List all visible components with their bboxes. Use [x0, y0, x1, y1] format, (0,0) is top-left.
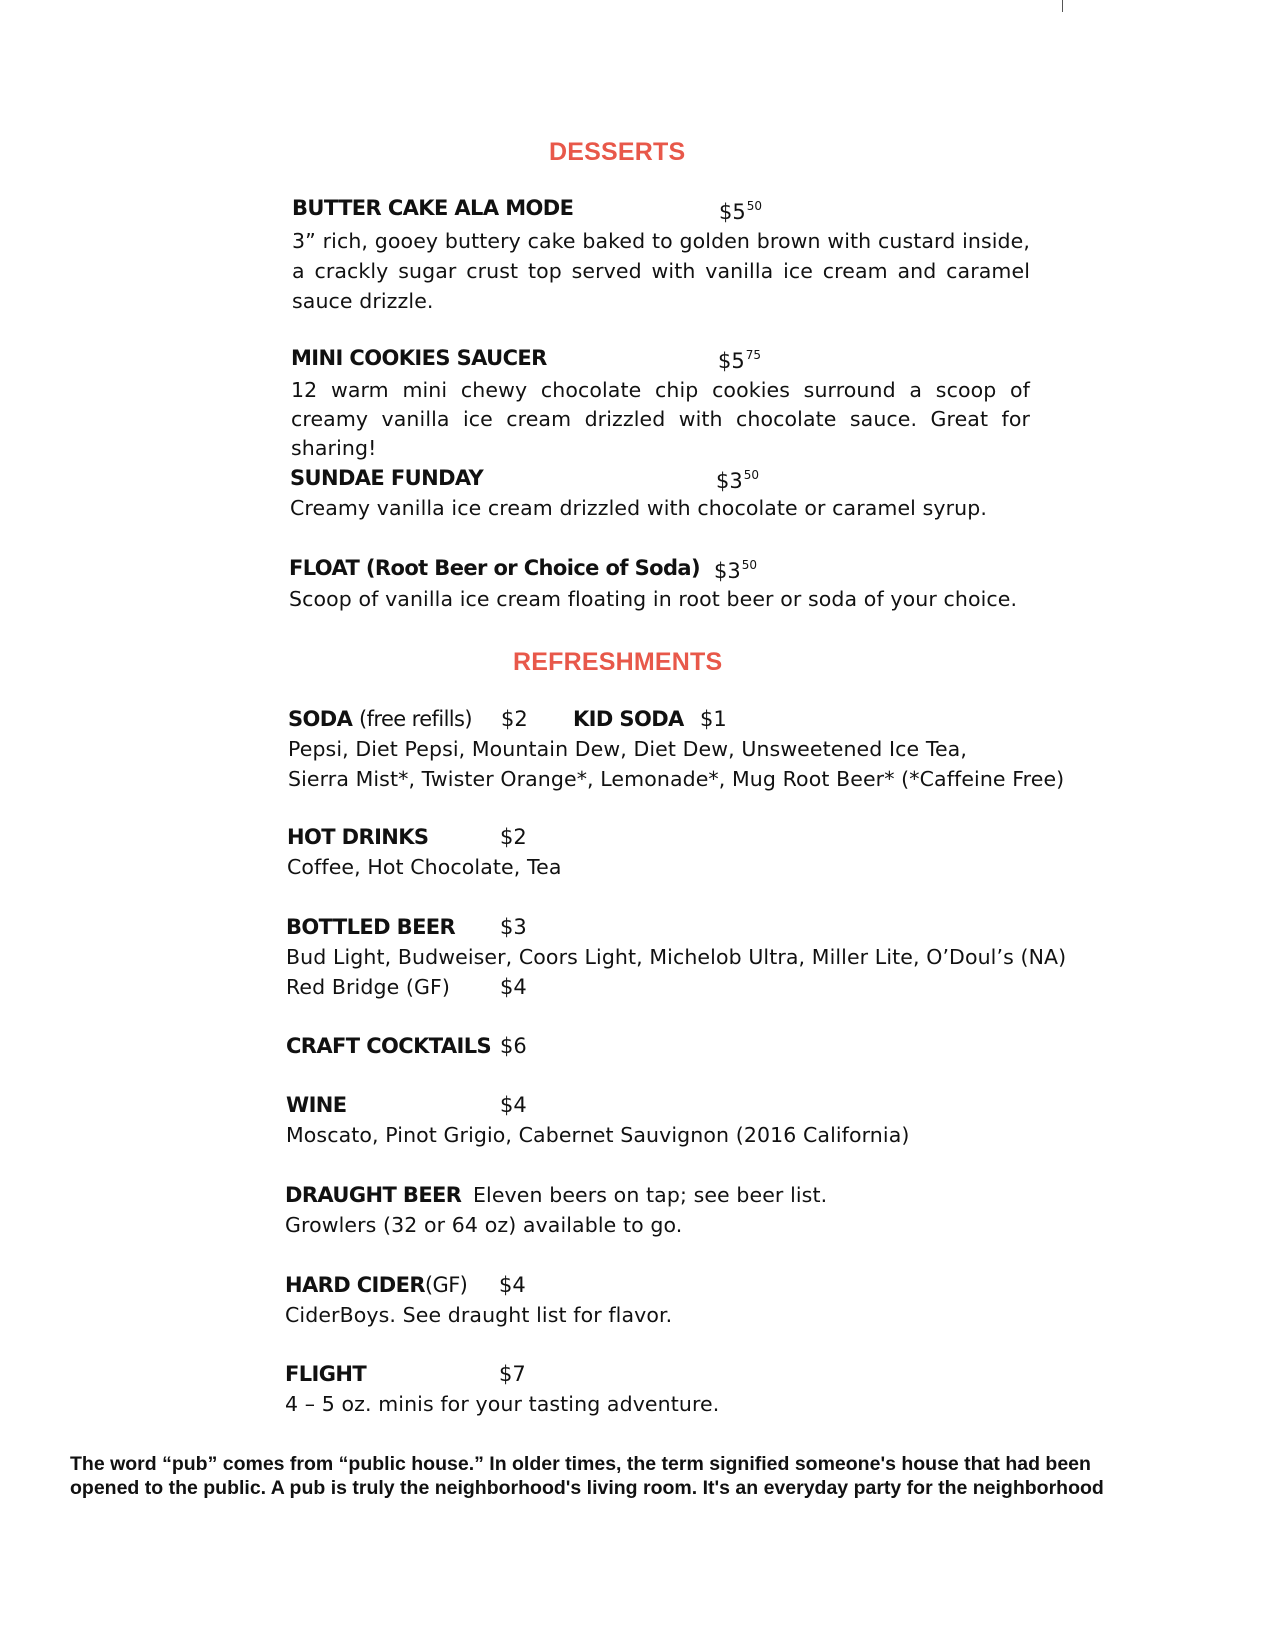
dessert-item-description: 3” rich, gooey buttery cake baked to golden brown with custard inside, a crackly sugar crust top served with vanilla ice cream and caramel sauce drizzle. — [292, 229, 1030, 313]
flight-price: $7 — [499, 1362, 526, 1386]
draught-beer-description: Growlers (32 or 64 oz) available to go. — [285, 1213, 683, 1237]
red-bridge-name: Red Bridge (GF) — [286, 975, 450, 999]
bottled-beer-description: Bud Light, Budweiser, Coors Light, Michelob Ultra, Miller Lite, O’Doul’s (NA) — [286, 945, 1067, 969]
scan-mark — [1062, 0, 1063, 12]
footer-note: The word “pub” comes from “public house.” In older times, the term signified someone's house that had been opened to the public. A pub is truly the neighborhood's living room. It's an everyday party for the neighborhood — [70, 1453, 1104, 1499]
soda-flavors-line: Pepsi, Diet Pepsi, Mountain Dew, Diet Dew, Unsweetened Ice Tea, — [288, 737, 967, 761]
dessert-item-description: Creamy vanilla ice cream drizzled with chocolate or caramel syrup. — [290, 496, 987, 520]
soda-price: $2 — [501, 707, 528, 731]
wine-description: Moscato, Pinot Grigio, Cabernet Sauvignon (2016 California) — [286, 1123, 910, 1147]
hot-drinks-price: $2 — [500, 825, 527, 849]
dessert-item-price: $\$5^{50}$ — [719, 199, 763, 224]
soda-flavors-line: Sierra Mist*, Twister Orange*, Lemonade*, Mug Root Beer* (*Caffeine Free) — [288, 767, 1065, 791]
flight-name: FLIGHT — [285, 1362, 367, 1386]
dessert-item-name: MINI COOKIES SAUCER — [291, 346, 547, 370]
flight-description: 4 – 5 oz. minis for your tasting adventure. — [285, 1392, 720, 1416]
bottled-beer-name: BOTTLED BEER — [286, 915, 456, 939]
dessert-item-price: $\$5^{75}$ — [718, 348, 762, 373]
refreshments-heading: REFRESHMENTS — [513, 648, 723, 676]
wine-name: WINE — [286, 1093, 347, 1117]
craft-cocktails-name: CRAFT COCKTAILS — [286, 1034, 492, 1058]
hard-cider-name: HARD CIDER(GF) — [285, 1273, 468, 1297]
kid-soda-name: KID SODA — [573, 707, 684, 731]
dessert-item-price: $\$3^{50}$ — [714, 558, 758, 583]
kid-soda-price: $1 — [700, 707, 727, 731]
dessert-item-name: SUNDAE FUNDAY — [290, 466, 484, 490]
dessert-item-name: BUTTER CAKE ALA MODE — [292, 196, 574, 220]
dessert-item-description: 12 warm mini chewy chocolate chip cookies surround a scoop of creamy vanilla ice cream drizzled with chocolate sauce. Great for sharing! — [291, 378, 1030, 460]
bottled-beer-price: $3 — [500, 915, 527, 939]
hard-cider-price: $4 — [499, 1273, 526, 1297]
dessert-item-description: Scoop of vanilla ice cream floating in root beer or soda of your choice. — [289, 587, 1018, 611]
wine-price: $4 — [500, 1093, 527, 1117]
desserts-heading: DESSERTS — [549, 138, 686, 166]
hot-drinks-description: Coffee, Hot Chocolate, Tea — [287, 855, 562, 879]
draught-beer-name: DRAUGHT BEER — [285, 1183, 462, 1207]
dessert-item-price: $\$3^{50}$ — [716, 468, 760, 493]
hot-drinks-name: HOT DRINKS — [287, 825, 429, 849]
hard-cider-description: CiderBoys. See draught list for flavor. — [285, 1303, 673, 1327]
craft-cocktails-price: $6 — [500, 1034, 527, 1058]
red-bridge-price: $4 — [500, 975, 527, 999]
soda-name: SODA (free refills) — [288, 707, 472, 731]
dessert-item-name: FLOAT (Root Beer or Choice of Soda) — [289, 556, 700, 580]
draught-beer-note: Eleven beers on tap; see beer list. — [473, 1183, 828, 1207]
